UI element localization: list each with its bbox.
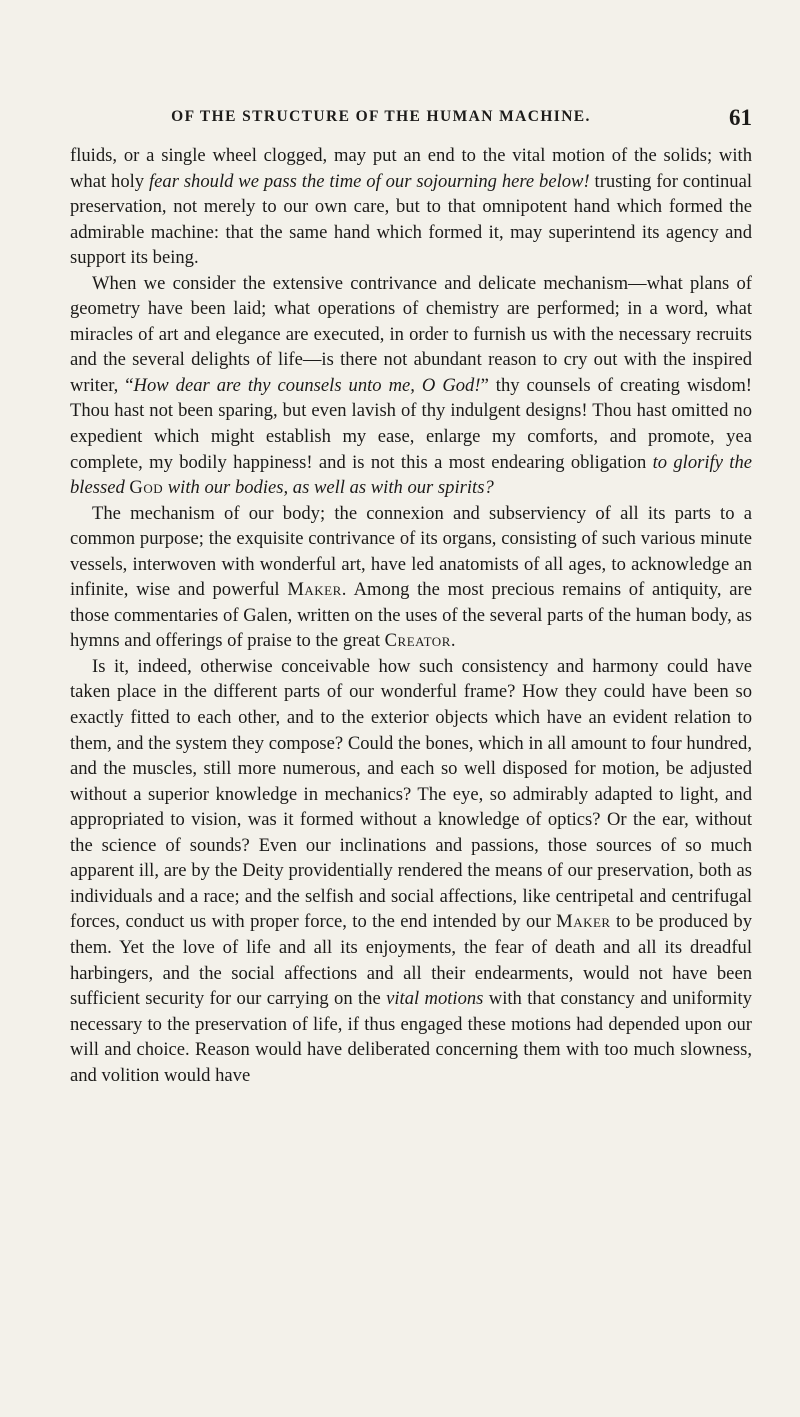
paragraph-2: [70, 271, 752, 501]
text-run: Is it, indeed, otherwise conceivable how such consistency and harmony could have taken place in the different parts of our wonderful frame? How they could have been so exactly fitted to each other, and to the exterior objects which have an evident relation to them, and the system they compose? Could the bones, which in all amount to four hundred, and the muscles, still more numerous, and each so well disposed for motion, be adjusted without a superior knowledge in mechanics? The eye, so admirably adapted to light, and appropriated to vision, was it formed without a knowledge of optics? Or the ear, without the science of sounds? Even our inclinations and passions, those sources of so much apparent ill, are by the Deity providentially rendered the means of our preservation, both as individuals and a race; and the selfish and social affections, like centripetal and centrifugal forces, conduct us with proper force, to the end intended by our: [70, 655, 752, 933]
text-run: trusting for continual preservation, not merely to our own care, but to that omnipotent hand which formed the admirable machine: that the same hand which formed it, may superintend its agency and support its being.: [70, 170, 752, 269]
small-caps-word: God: [129, 477, 164, 499]
page-number: 61: [729, 105, 752, 130]
text-run: fluids, or a single wheel clogged, may put an end to the vital motion of the solids; with what holy: [70, 145, 752, 192]
paragraph-3: [70, 501, 752, 654]
small-caps-word: Maker.: [287, 579, 347, 601]
text-run: ” thy counsels of creating wisdom! Thou hast not been sparing, but even lavish of thy indulgent designs! Thou hast omitted no expedient which might establish my ease, enlarge my comforts, and promote, yea complete, my bodily happiness! and is not this a most endearing obligation: [70, 374, 753, 473]
italic-phrase: How dear are thy counsels unto me, O God!: [133, 374, 481, 396]
text-run: Among the most precious remains of antiquity, are those commentaries of Galen, written on the uses of the several parts of the human body, as hymns and offerings of praise to the great: [70, 579, 752, 652]
small-caps-word: Creator.: [384, 630, 457, 652]
text-run: The mechanism of our body; the connexion and subserviency of all its parts to a common purpose; the exquisite contrivance of its organs, consisting of such various minute vessels, interwoven with wonderful art, have led anatomists of all ages, to acknowledge an infinite, wise and powerful: [70, 502, 752, 601]
text-run: with that constancy and uniformity necessary to the preservation of life, if thus engaged these motions had depended upon our will and choice. Reason would have deliberated concerning them with too much slowness, and volition would have: [70, 988, 752, 1086]
paragraph-1: [70, 143, 752, 271]
running-title: OF THE STRUCTURE OF THE HUMAN MACHINE.: [171, 108, 591, 125]
italic-phrase: to glorify the blessed: [70, 451, 752, 499]
running-head: [70, 105, 752, 144]
italic-phrase: vital motions: [386, 988, 484, 1010]
paragraph-4: [70, 654, 752, 1088]
small-caps-word: Maker: [556, 911, 611, 933]
body-text: [70, 143, 752, 1088]
text-run: When we consider the extensive contrivance and delicate mechanism—what plans of geometry have been laid; what operations of chemistry are performed; in a word, what miracles of art and elegance are executed, in order to furnish us with the necessary recruits and the several delights of life—is there not abundant reason to cry out with the inspired writer, “: [70, 272, 752, 396]
italic-phrase: fear should we pass the time of our sojourning here below!: [148, 170, 590, 192]
italic-phrase: with our bodies, as well as with our spirits?: [167, 477, 494, 499]
text-run: to be produced by them. Yet the love of life and all its enjoyments, the fear of death and all its dreadful harbingers, and the social affections and all their endearments, would not have been sufficient security for our carrying on the: [70, 911, 752, 1010]
